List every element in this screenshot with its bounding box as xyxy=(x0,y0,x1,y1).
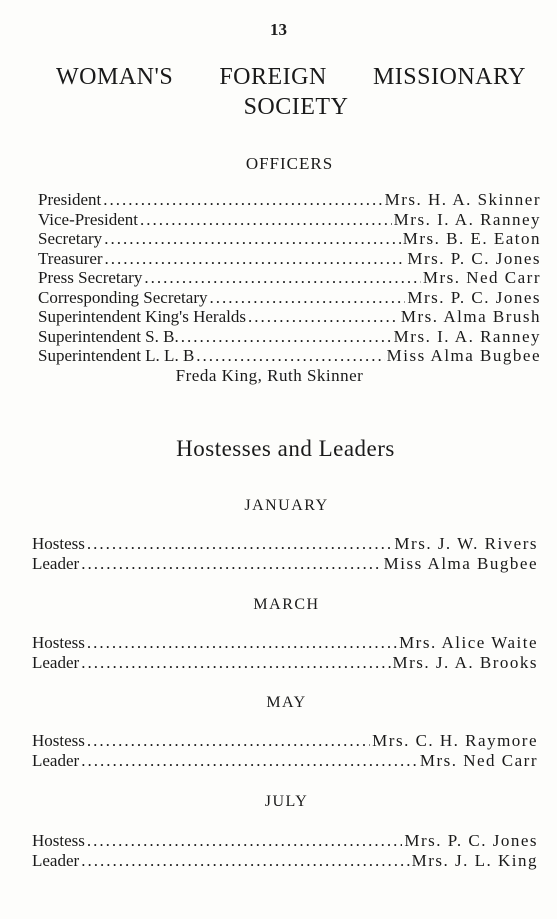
officer-name: Miss Alma Bugbee xyxy=(386,346,541,365)
title-word: FOREIGN xyxy=(219,64,327,90)
dot-leader xyxy=(87,831,403,851)
dot-leader xyxy=(81,653,390,673)
officer-name: Mrs. H. A. Skinner xyxy=(384,190,541,209)
row-name: Mrs. Alice Waite xyxy=(399,633,538,652)
row-role: Leader xyxy=(32,652,80,672)
row-name: Miss Alma Bugbee xyxy=(383,553,538,573)
officer-role: Superintendent L. L. B xyxy=(38,346,195,365)
officer-row xyxy=(38,190,541,210)
hostess-row xyxy=(32,534,538,554)
officer-name: Mrs. Ned Carr xyxy=(422,268,541,287)
row-name: Mrs. J. W. Rivers xyxy=(394,534,538,553)
hostess-row xyxy=(32,731,538,751)
officer-role: Vice-President xyxy=(38,209,138,229)
officer-role: Corresponding Secretary xyxy=(38,287,208,307)
row-name: Mrs. C. H. Raymore xyxy=(372,731,538,750)
dot-leader xyxy=(87,731,370,751)
dot-leader xyxy=(81,751,418,771)
dot-leader xyxy=(181,327,392,347)
officer-role: Superintendent King's Heralds xyxy=(38,307,246,326)
officer-row xyxy=(38,327,541,347)
dot-leader xyxy=(105,249,406,269)
officer-row xyxy=(38,307,541,327)
dot-leader xyxy=(103,190,382,210)
month-block xyxy=(32,534,538,573)
month-heading: JANUARY xyxy=(244,497,329,514)
row-name: Mrs. J. L. King xyxy=(411,850,538,870)
row-role: Hostess xyxy=(32,633,85,652)
officer-row xyxy=(38,268,541,288)
row-role: Leader xyxy=(32,750,80,770)
row-role: Hostess xyxy=(32,831,85,850)
leader-row xyxy=(32,653,538,673)
month-block xyxy=(32,633,538,672)
officer-role: President xyxy=(38,190,102,209)
officer-name: Mrs. P. C. Jones xyxy=(407,248,541,268)
officers-heading: OFFICERS xyxy=(245,154,334,173)
dot-leader xyxy=(87,633,397,653)
leader-row xyxy=(32,751,538,771)
leader-row xyxy=(32,554,538,574)
dot-leader xyxy=(81,554,381,574)
officer-name: Mrs. I. A. Ranney xyxy=(393,209,541,229)
officer-row xyxy=(38,346,541,366)
row-name: Mrs. P. C. Jones xyxy=(404,831,538,850)
dot-leader xyxy=(248,307,399,327)
officer-row xyxy=(38,229,541,249)
dot-leader xyxy=(81,851,409,871)
leader-row xyxy=(32,851,538,871)
officer-row xyxy=(38,288,541,308)
month-block xyxy=(32,731,538,770)
officer-role: Superintendent S. B. xyxy=(38,326,179,346)
dot-leader xyxy=(196,346,384,366)
dot-leader xyxy=(144,268,421,288)
officer-extra-line: Freda King, Ruth Skinner xyxy=(175,365,364,385)
dot-leader xyxy=(209,288,405,308)
row-role: Leader xyxy=(32,553,80,573)
officer-row xyxy=(38,210,541,230)
hostess-row xyxy=(32,633,538,653)
month-heading: JULY xyxy=(264,793,309,810)
officer-name: Mrs. P. C. Jones xyxy=(407,287,541,307)
title-word: MISSIONARY xyxy=(372,64,526,90)
officer-role: Press Secretary xyxy=(38,268,143,287)
dot-leader xyxy=(104,229,401,249)
dot-leader xyxy=(87,534,393,554)
officer-name: Mrs. I. A. Ranney xyxy=(393,326,541,346)
officer-name: Mrs. Alma Brush xyxy=(400,307,541,326)
row-role: Hostess xyxy=(32,731,85,750)
dot-leader xyxy=(140,210,392,230)
officer-row xyxy=(38,249,541,269)
month-heading: MARCH xyxy=(253,596,320,613)
title-line-2: SOCIETY xyxy=(243,94,349,120)
officer-role: Treasurer xyxy=(38,248,103,268)
officer-role: Secretary xyxy=(38,229,103,248)
title-line-1 xyxy=(56,62,526,92)
row-name: Mrs. Ned Carr xyxy=(419,750,538,770)
title-word: WOMAN'S xyxy=(56,64,174,90)
row-name: Mrs. J. A. Brooks xyxy=(392,652,538,672)
row-role: Hostess xyxy=(32,534,85,553)
month-heading: MAY xyxy=(266,694,307,711)
officers-list xyxy=(38,190,541,385)
society-title xyxy=(56,62,526,122)
month-block xyxy=(32,831,538,870)
hostesses-title: Hostesses and Leaders xyxy=(176,436,395,461)
page-number: 13 xyxy=(270,20,287,39)
row-role: Leader xyxy=(32,850,80,870)
officer-name: Mrs. B. E. Eaton xyxy=(402,229,541,248)
hostess-row xyxy=(32,831,538,851)
